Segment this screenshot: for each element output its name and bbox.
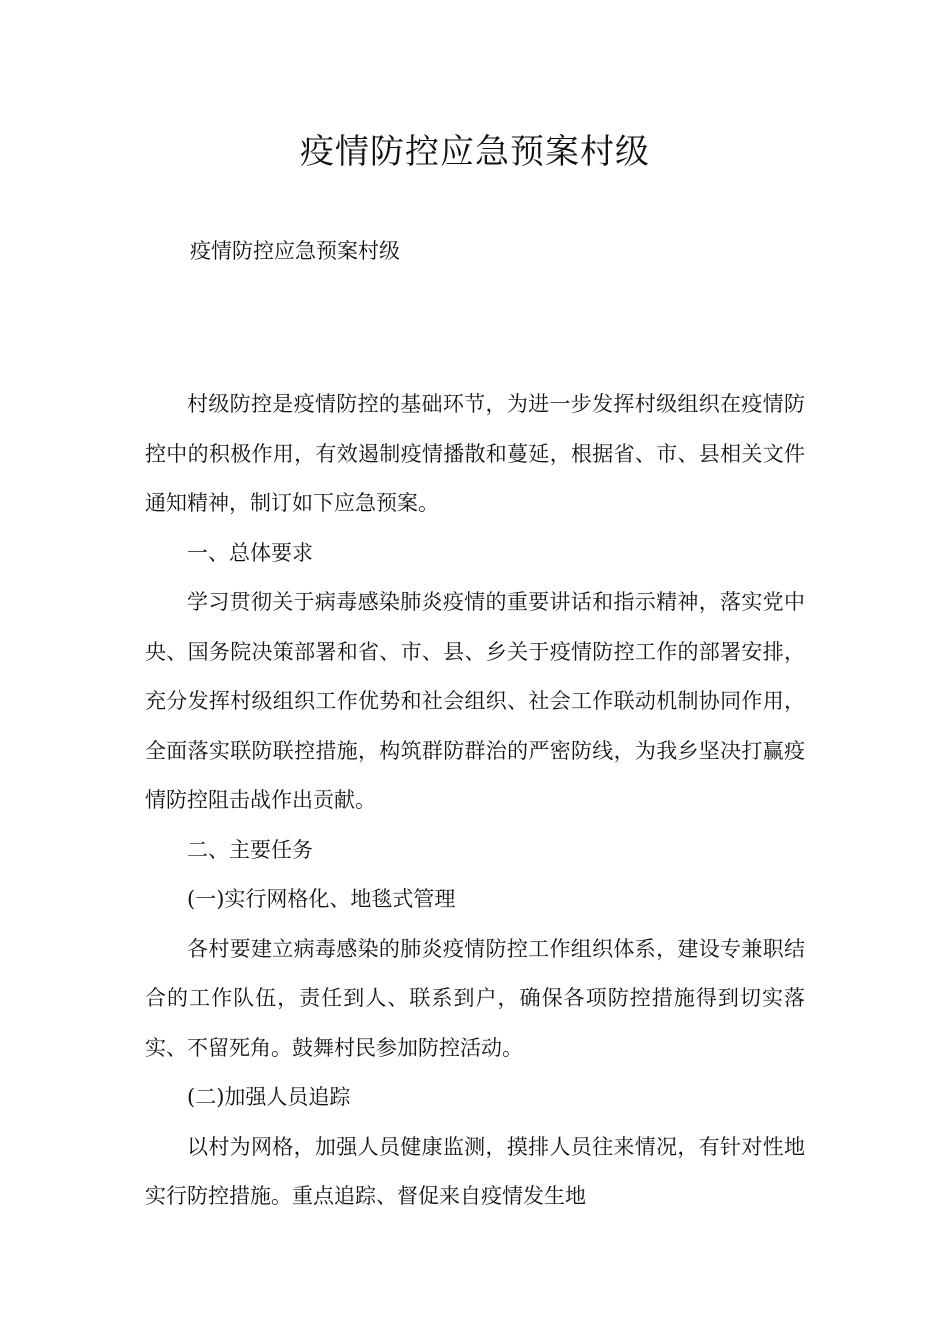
document-title: 疫情防控应急预案村级 <box>300 132 650 172</box>
section-heading-main-tasks: 二、主要任务 <box>187 837 313 862</box>
personnel-tracking-paragraph: 以村为网格，加强人员健康监测，摸排人员往来情况，有针对性地实行防控措施。重点追踪、督促来自疫情发生地 <box>145 1134 805 1208</box>
intro-paragraph: 村级防控是疫情防控的基础环节，为进一步发挥村级组织在疫情防控中的积极作用，有效遏制疫情播散和蔓延，根据省、市、县相关文件通知精神，制订如下应急预案。 <box>145 392 805 515</box>
general-requirements-paragraph: 学习贯彻关于病毒感染肺炎疫情的重要讲话和指示精神，落实党中央、国务院决策部署和省、市、县、乡关于疫情防控工作的部署安排，充分发挥村级组织工作优势和社会组织、社会工作联动机制协同作用，全面落实联防联控措施，构筑群防群治的严密防线，为我乡坚决打赢疫情防控阻击战作出贡献。 <box>145 590 805 812</box>
section-heading-general-requirements: 一、总体要求 <box>187 540 313 565</box>
subsection-heading-personnel-tracking: (二)加强人员追踪 <box>187 1085 351 1109</box>
document-body <box>145 380 805 1222</box>
grid-management-paragraph: 各村要建立病毒感染的肺炎疫情防控工作组织体系，建设专兼职结合的工作队伍，责任到人、联系到户，确保各项防控措施得到切实落实、不留死角。鼓舞村民参加防控活动。 <box>145 936 805 1060</box>
subsection-heading-grid-management: (一)实行网格化、地毯式管理 <box>187 887 456 911</box>
document-subtitle: 疫情防控应急预案村级 <box>190 239 400 263</box>
